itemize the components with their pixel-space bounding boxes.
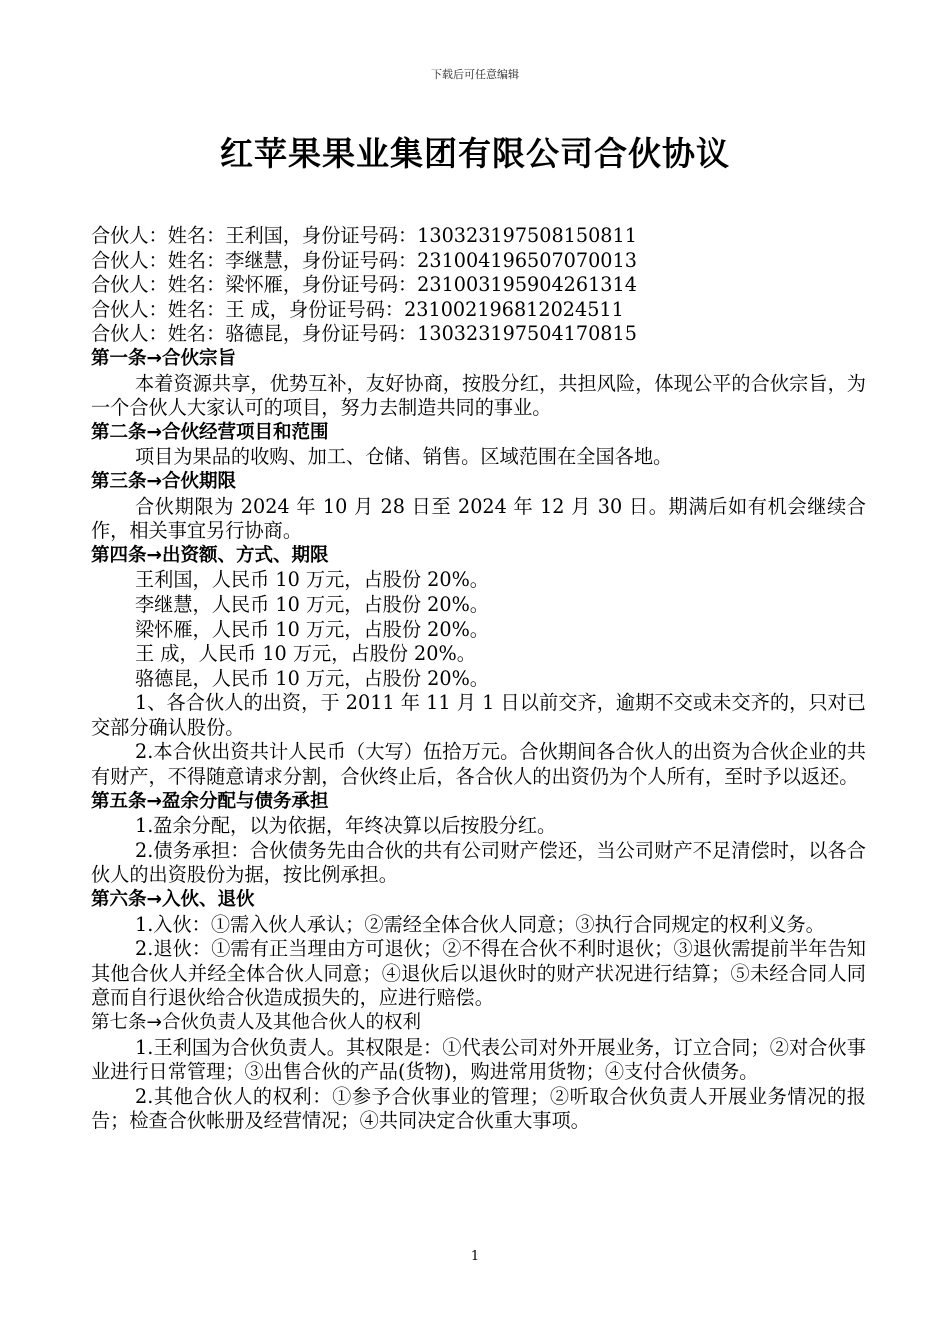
article-7-paragraph-1: 1.王利国为合伙负责人。其权限是：①代表公司对外开展业务，订立合同；②对合伙事业进行日常管理；③出售合伙的产品(货物)，购进常用货物；④支付合伙债务。 xyxy=(91,1035,866,1084)
article-3-heading: 第三条→合伙期限 xyxy=(91,470,237,492)
article-6-heading: 第六条→入伙、退伙 xyxy=(91,889,255,911)
article-1-heading: 第一条→合伙宗旨 xyxy=(91,347,237,369)
article-6-paragraph-2: 2.退伙：①需有正当理由方可退伙；②不得在合伙不利时退伙；③退伙需提前半年告知其他合伙人并经全体合伙人同意；④退伙后以退伙时的财产状况进行结算；⑤未经合同人同意而自行退伙给合伙造成损失的，应进行赔偿。 xyxy=(91,937,866,1010)
partner-line: 合伙人：姓名：王利国，身份证号码：130323197508150811 xyxy=(91,224,637,247)
contribution-line: 梁怀雁，人民币 10 万元，占股份 20%。 xyxy=(135,617,489,641)
article-7-paragraph-2: 2.其他合伙人的权利：①参予合伙事业的管理；②听取合伙负责人开展业务情况的报告；检查合伙帐册及经营情况；④共同决定合伙重大事项。 xyxy=(91,1084,866,1133)
article-3-paragraph: 合伙期限为 2024 年 10 月 28 日至 2024 年 12 月 30 日。期满后如有机会继续合作，相关事宜另行协商。 xyxy=(91,494,866,543)
partner-line: 合伙人：姓名：骆德昆，身份证号码：130323197504170815 xyxy=(91,322,637,346)
page-number: 1 xyxy=(470,1249,480,1264)
article-2-paragraph: 项目为果品的收购、加工、仓储、销售。区域范围在全国各地。 xyxy=(135,445,673,469)
contribution-line: 王利国，人民币 10 万元，占股份 20%。 xyxy=(135,568,489,592)
header-note: 下载后可任意编辑 xyxy=(431,68,519,81)
article-1-paragraph: 本着资源共享，优势互补，友好协商，按股分红，共担风险，体现公平的合伙宗旨，为一个合伙人大家认可的项目，努力去制造共同的事业。 xyxy=(91,371,866,420)
article-4-paragraph-1: 1、各合伙人的出资，于 2011 年 11 月 1 日以前交齐，逾期不交或未交齐的，只对已交部分确认股份。 xyxy=(91,691,866,739)
article-5-paragraph-1: 1.盈余分配，以为依据，年终决算以后按股分红。 xyxy=(135,814,557,838)
document-title: 红苹果果业集团有限公司合伙协议 xyxy=(220,134,730,173)
partner-line: 合伙人：姓名：王 成，身份证号码：231002196812024511 xyxy=(91,297,624,321)
contribution-line: 李继慧，人民币 10 万元，占股份 20%。 xyxy=(135,592,489,616)
partner-line: 合伙人：姓名：梁怀雁，身份证号码：231003195904261314 xyxy=(91,273,637,297)
partner-line: 合伙人：姓名：李继慧，身份证号码：231004196507070013 xyxy=(91,248,637,272)
contribution-line: 王 成，人民币 10 万元，占股份 20%。 xyxy=(135,642,476,666)
article-4-paragraph-2: 2.本合伙出资共计人民币（大写）伍拾万元。合伙期间各合伙人的出资为合伙企业的共有财产，不得随意请求分割，合伙终止后，各合伙人的出资仍为个人所有，至时予以返还。 xyxy=(91,740,866,789)
article-5-paragraph-2: 2.债务承担：合伙债务先由合伙的共有公司财产偿还，当公司财产不足清偿时，以各合伙人的出资股份为据，按比例承担。 xyxy=(91,838,866,887)
article-5-heading: 第五条→盈余分配与债务承担 xyxy=(91,790,329,812)
contribution-line: 骆德昆，人民币 10 万元，占股份 20%。 xyxy=(135,666,489,690)
article-4-heading: 第四条→出资额、方式、期限 xyxy=(91,544,329,566)
article-6-paragraph-1: 1.入伙：①需入伙人承认；②需经全体合伙人同意；③执行合同规定的权利义务。 xyxy=(135,912,825,936)
article-7-heading: 第七条→合伙负责人及其他合伙人的权利 xyxy=(91,1012,422,1033)
article-2-heading: 第二条→合伙经营项目和范围 xyxy=(91,421,329,443)
document-body xyxy=(91,224,866,1134)
